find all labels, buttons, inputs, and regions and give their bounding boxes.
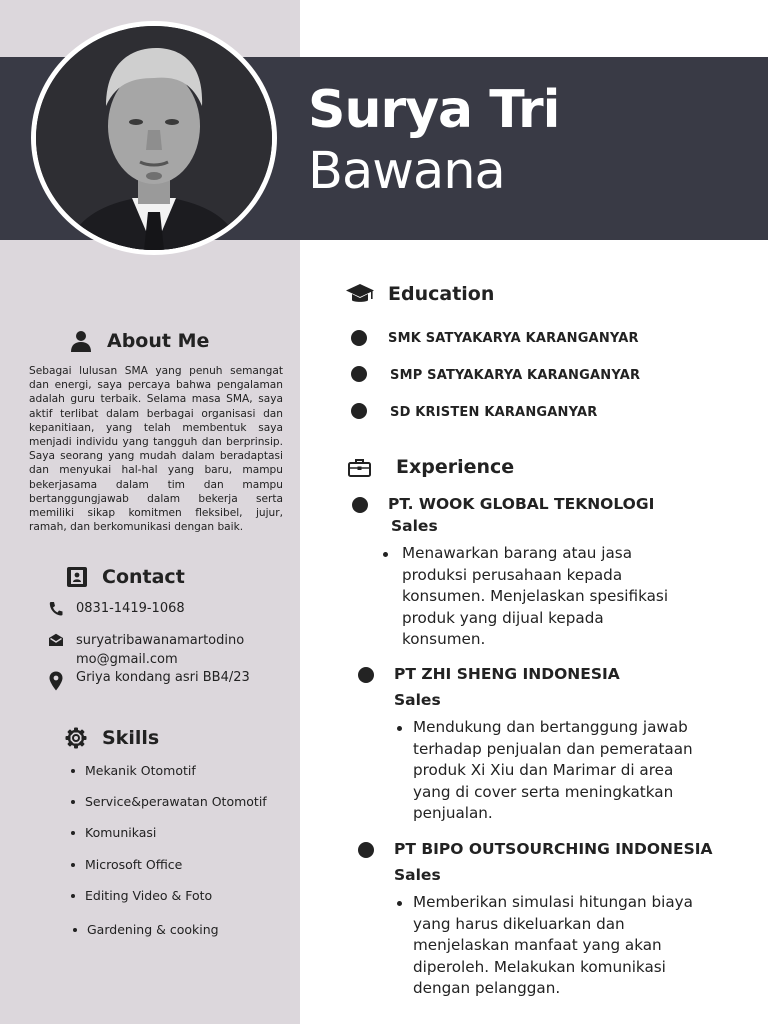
skill-item: Gardening & cooking	[87, 922, 219, 937]
briefcase-icon	[348, 458, 371, 477]
profile-photo	[31, 21, 277, 255]
duty-bullet	[383, 552, 388, 557]
company-name: PT ZHI SHENG INDONESIA	[394, 665, 620, 683]
experience-bullet	[358, 667, 374, 683]
phone-icon	[49, 601, 63, 616]
education-bullet	[351, 330, 367, 346]
skills-title: Skills	[102, 727, 160, 749]
person-icon	[70, 330, 92, 352]
gear-icon	[65, 727, 87, 749]
education-title: Education	[388, 283, 495, 305]
email-line-2: mo@gmail.com	[76, 652, 178, 667]
job-role: Sales	[394, 866, 441, 884]
job-role: Sales	[391, 517, 438, 535]
duty-bullet	[397, 901, 402, 906]
company-name: PT. WOOK GLOBAL TEKNOLOGI	[388, 495, 655, 513]
email-line-1: suryatribawanamartodino	[76, 633, 245, 648]
job-description: Memberikan simulasi hitungan biaya yang harus dikeluarkan dan menjelaskan manfaat yang akan diperoleh. Melakukan komunikasi dengan pelanggan.	[413, 893, 693, 998]
phone-number: 0831-1419-1068	[76, 601, 185, 616]
job-description: Menawarkan barang atau jasa produksi perusahaan kepada konsumen. Menjelaskan spesifikasi produk yang dijual kepada konsumen.	[402, 544, 669, 649]
experience-bullet	[352, 497, 368, 513]
education-bullet	[351, 366, 367, 382]
address: Griya kondang asri BB4/23	[76, 670, 250, 685]
contact-title: Contact	[102, 566, 185, 588]
company-name: PT BIPO OUTSOURCHING INDONESIA	[394, 840, 713, 858]
skill-item: Microsoft Office	[85, 857, 183, 872]
location-pin-icon	[49, 671, 63, 691]
skill-item: Service&perawatan Otomotif	[85, 794, 267, 809]
education-item: SMP SATYAKARYA KARANGANYAR	[390, 368, 641, 383]
job-description: Mendukung dan bertanggung jawab terhadap penjualan dan pemerataan produk Xi Xiu dan Marimar di area yang di cover serta meningkatkan penjualan.	[413, 718, 693, 823]
education-item: SD KRISTEN KARANGANYAR	[390, 405, 598, 420]
contact-card-icon	[66, 566, 88, 588]
about-text: Sebagai lulusan SMA yang penuh semangat dan energi, saya percaya bahwa pengalaman adalah guru terbaik. Selama masa SMA, saya aktif terlibat dalam berbagai organisasi dan kepanitiaan, yang telah membentuk saya menjadi individu yang tangguh dan berprinsip. Saya seorang yang mudah dalam beradaptasi dan menyukai hal-hal yang baru, mampu bekerjasama dalam tim dan mampu bertanggungjawab dalam bekerja serta memiliki sikap komitmen fleksibel, jujur, ramah, dan berkomunikasi dengan baik.	[29, 365, 283, 534]
experience-bullet	[358, 842, 374, 858]
envelope-icon	[48, 633, 64, 647]
experience-title: Experience	[396, 456, 515, 478]
graduation-cap-icon	[345, 283, 375, 305]
skill-item: Komunikasi	[85, 825, 157, 840]
education-item: SMK SATYAKARYA KARANGANYAR	[388, 331, 639, 346]
job-role: Sales	[394, 691, 441, 709]
education-bullet	[351, 403, 367, 419]
about-title: About Me	[107, 330, 210, 352]
name-last: Bawana	[308, 142, 505, 201]
duty-bullet	[397, 726, 402, 731]
skill-item: Editing Video & Foto	[85, 888, 213, 903]
name-first: Surya Tri	[308, 80, 560, 140]
skill-item: Mekanik Otomotif	[85, 763, 196, 778]
